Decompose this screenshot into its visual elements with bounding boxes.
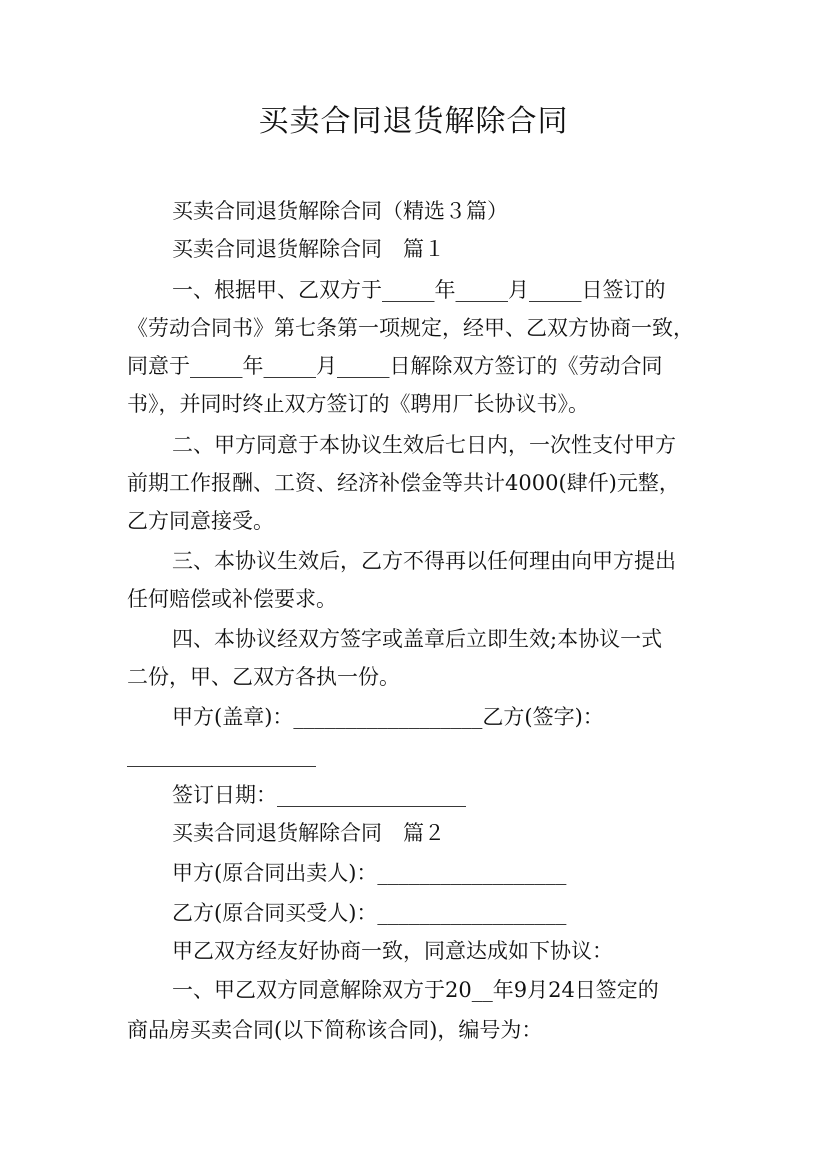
text-line: 一、根据甲、乙双方于_____年_____月_____日签订的 <box>172 278 666 302</box>
text-line: 一、甲乙双方同意解除双方于20__年9月24日签定的 <box>172 978 659 1002</box>
party-a-line: 甲方(原合同出卖人)：__________________ <box>172 861 567 885</box>
text-line: 三、本协议生效后，乙方不得再以任何理由向甲方提出 <box>172 549 676 573</box>
text-line: 商品房买卖合同(以下简称该合同)，编号为： <box>127 1018 543 1042</box>
signature-line-party-a: 甲方(盖章)：__________________乙方(签字)： <box>172 705 604 729</box>
sign-date-line: 签订日期：__________________ <box>172 783 466 807</box>
signature-line-party-b: __________________ <box>127 743 316 767</box>
text-line: 前期工作报酬、工资、经济补偿金等共计4000(肆仟)元整， <box>127 471 680 495</box>
text-line: 书》，并同时终止双方签订的《聘用厂长协议书》。 <box>127 392 589 416</box>
text-line: 乙方同意接受。 <box>127 509 274 533</box>
section-heading-1: 买卖合同退货解除合同 篇１ <box>172 237 445 261</box>
text-line-intro: 买卖合同退货解除合同（精选３篇） <box>172 199 508 223</box>
text-line: 二份，甲、乙双方各执一份。 <box>127 665 400 689</box>
section-heading-2: 买卖合同退货解除合同 篇２ <box>172 821 445 845</box>
text-line: 甲乙双方经友好协商一致，同意达成如下协议： <box>172 939 613 963</box>
text-line: 二、甲方同意于本协议生效后七日内，一次性支付甲方 <box>172 433 676 457</box>
document-title: 买卖合同退货解除合同 <box>258 104 569 139</box>
text-line: 《劳动合同书》第七条第一项规定，经甲、乙双方协商一致， <box>127 316 694 340</box>
text-line: 四、本协议经双方签字或盖章后立即生效;本协议一式 <box>172 627 663 651</box>
text-line: 任何赔偿或补偿要求。 <box>127 587 337 611</box>
party-b-line: 乙方(原合同买受人)：__________________ <box>172 901 567 925</box>
text-line: 同意于_____年_____月_____日解除双方签订的《劳动合同 <box>127 354 663 378</box>
